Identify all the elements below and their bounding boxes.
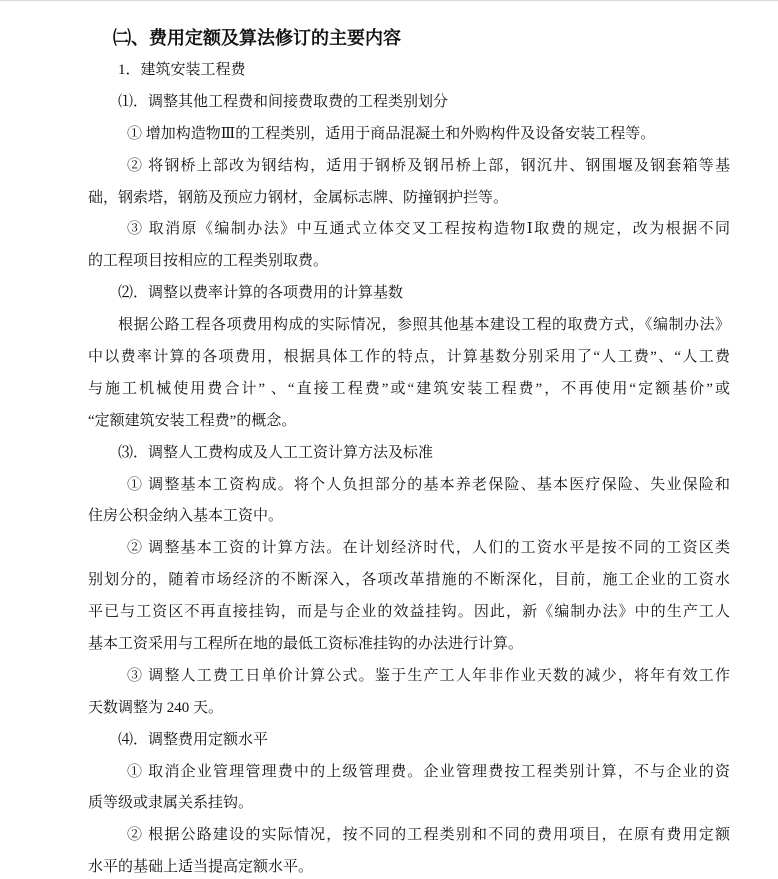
list-item-line: ② 根据公路建设的实际情况，按不同的工程类别和不同的费用项目，在原有费用定额	[127, 827, 730, 844]
list-item-line: ① 调整基本工资构成。将个人负担部分的基本养老保险、基本医疗保险、失业保险和	[127, 476, 730, 493]
list-item-line: ① 增加构造物Ⅲ的工程类别，适用于商品混凝土和外购构件及设备安装工程等。	[127, 125, 656, 142]
paragraph-line: 中以费率计算的各项费用，根据具体工作的特点，计算基数分别采用了“人工费”、“人工费	[88, 349, 730, 366]
section-heading: ㈡、费用定额及算法修订的主要内容	[113, 28, 401, 48]
list-item-line: 平已与工资区不再直接挂钩，而是与企业的效益挂钩。因此，新《编制办法》中的生产工人	[88, 604, 730, 621]
list-item-line: 别划分的，随着市场经济的不断深入，各项改革措施的不断深化，目前，施工企业的工资水	[88, 572, 730, 589]
paragraph-line: 与施工机械使用费合计” 、“直接工程费”或“建筑安装工程费”，不再使用“定额基价”或	[88, 380, 730, 397]
list-item-line: ② 调整基本工资的计算方法。在计划经济时代，人们的工资水平是按不同的工资区类	[127, 540, 730, 557]
list-item-line: ③ 调整人工费工日单价计算公式。鉴于生产工人年非作业天数的减少，将年有效工作	[127, 667, 730, 684]
list-item-line: 质等级或隶属关系挂钩。	[88, 795, 254, 812]
list-item-line: 住房公积金纳入基本工资中。	[88, 508, 284, 525]
subsection-title: ⑶．调整人工费构成及人工工资计算方法及标准	[118, 444, 434, 461]
list-item-line: 的工程项目按相应的工程类别取费。	[88, 253, 329, 270]
list-item-line: 天数调整为 240 天。	[88, 699, 224, 716]
document-body	[0, 60, 778, 879]
subsection-title: ⑵．调整以费率计算的各项费用的计算基数	[118, 285, 404, 302]
paragraph-line: 根据公路工程各项费用构成的实际情况，参照其他基本建设工程的取费方式，《编制办法》	[118, 317, 730, 334]
list-item-line: ③ 取消原《编制办法》中互通式立体交叉工程按构造物Ⅰ取费的规定，改为根据不同	[127, 221, 730, 238]
list-item-line: ① 取消企业管理管理费中的上级管理费。企业管理费按工程类别计算，不与企业的资	[127, 763, 730, 780]
list-item-line: ② 将钢桥上部改为钢结构，适用于钢桥及钢吊桥上部，钢沉井、钢围堰及钢套箱等基	[127, 157, 730, 174]
paragraph-line: “定额建筑安装工程费”的概念。	[88, 412, 297, 429]
list-item-line: 础，钢索塔，钢筋及预应力钢材，金属标志牌、防撞钢护拦等。	[88, 189, 509, 206]
subsection-title: ⑷．调整费用定额水平	[118, 731, 269, 748]
list-item-line: 水平的基础上适当提高定额水平。	[88, 859, 314, 876]
section-title: 1．建筑安装工程费	[118, 62, 246, 78]
subsection-title: ⑴．调整其他工程费和间接费取费的工程类别划分	[118, 93, 449, 110]
list-item-line: 基本工资采用与工程所在地的最低工资标准挂钩的办法进行计算。	[88, 636, 524, 653]
